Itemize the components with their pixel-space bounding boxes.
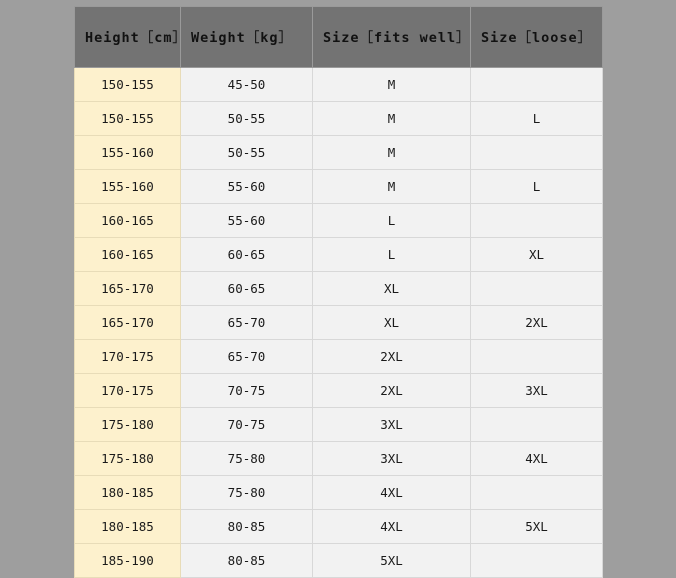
size-chart-container [74,6,602,578]
cell-size-fits-well: M [313,102,471,136]
cell-height: 175-180 [75,408,181,442]
table-body [75,68,603,578]
column-header-height: Height［cm］ [75,7,181,68]
cell-height: 180-185 [75,476,181,510]
cell-height: 175-180 [75,442,181,476]
cell-height: 160-165 [75,204,181,238]
cell-weight: 60-65 [181,272,313,306]
cell-weight: 75-80 [181,476,313,510]
cell-size-fits-well: L [313,238,471,272]
table-row [75,136,603,170]
cell-height: 170-175 [75,374,181,408]
cell-size-fits-well: 3XL [313,408,471,442]
cell-size-loose [471,68,603,102]
table-row [75,340,603,374]
cell-size-loose: L [471,170,603,204]
cell-weight: 50-55 [181,136,313,170]
cell-size-fits-well: 4XL [313,476,471,510]
cell-height: 170-175 [75,340,181,374]
cell-weight: 55-60 [181,204,313,238]
cell-weight: 65-70 [181,340,313,374]
cell-weight: 70-75 [181,408,313,442]
cell-size-loose: L [471,102,603,136]
cell-size-loose [471,340,603,374]
cell-weight: 65-70 [181,306,313,340]
cell-size-loose: 5XL [471,510,603,544]
cell-size-fits-well: 2XL [313,340,471,374]
table-row [75,238,603,272]
cell-height: 155-160 [75,170,181,204]
table-row [75,204,603,238]
cell-size-loose: 2XL [471,306,603,340]
cell-size-fits-well: L [313,204,471,238]
table-row [75,442,603,476]
cell-height: 180-185 [75,510,181,544]
table-row [75,408,603,442]
cell-size-loose [471,408,603,442]
cell-size-loose [471,136,603,170]
table-header-row [75,7,603,68]
cell-weight: 50-55 [181,102,313,136]
cell-weight: 45-50 [181,68,313,102]
table-row [75,102,603,136]
cell-size-fits-well: XL [313,272,471,306]
column-header-size-loose: Size［loose］ [471,7,603,68]
cell-weight: 55-60 [181,170,313,204]
cell-size-loose [471,476,603,510]
cell-size-fits-well: 4XL [313,510,471,544]
cell-height: 165-170 [75,272,181,306]
cell-size-fits-well: 5XL [313,544,471,578]
table-row [75,374,603,408]
cell-height: 165-170 [75,306,181,340]
cell-weight: 80-85 [181,544,313,578]
cell-height: 155-160 [75,136,181,170]
cell-size-fits-well: XL [313,306,471,340]
table-row [75,544,603,578]
cell-size-fits-well: 2XL [313,374,471,408]
cell-height: 150-155 [75,102,181,136]
cell-height: 185-190 [75,544,181,578]
table-row [75,68,603,102]
cell-size-loose [471,272,603,306]
cell-size-fits-well: 3XL [313,442,471,476]
cell-size-loose: 3XL [471,374,603,408]
size-chart-table [74,6,603,578]
column-header-size-fits-well: Size［fits well］ [313,7,471,68]
table-row [75,272,603,306]
cell-weight: 70-75 [181,374,313,408]
table-row [75,510,603,544]
cell-weight: 75-80 [181,442,313,476]
cell-height: 150-155 [75,68,181,102]
cell-weight: 60-65 [181,238,313,272]
cell-size-loose: XL [471,238,603,272]
table-row [75,170,603,204]
cell-size-fits-well: M [313,68,471,102]
cell-size-loose: 4XL [471,442,603,476]
cell-size-fits-well: M [313,136,471,170]
table-row [75,306,603,340]
cell-size-loose [471,204,603,238]
column-header-weight: Weight［kg］ [181,7,313,68]
cell-size-loose [471,544,603,578]
cell-size-fits-well: M [313,170,471,204]
cell-weight: 80-85 [181,510,313,544]
table-row [75,476,603,510]
table-header [75,7,603,68]
cell-height: 160-165 [75,238,181,272]
